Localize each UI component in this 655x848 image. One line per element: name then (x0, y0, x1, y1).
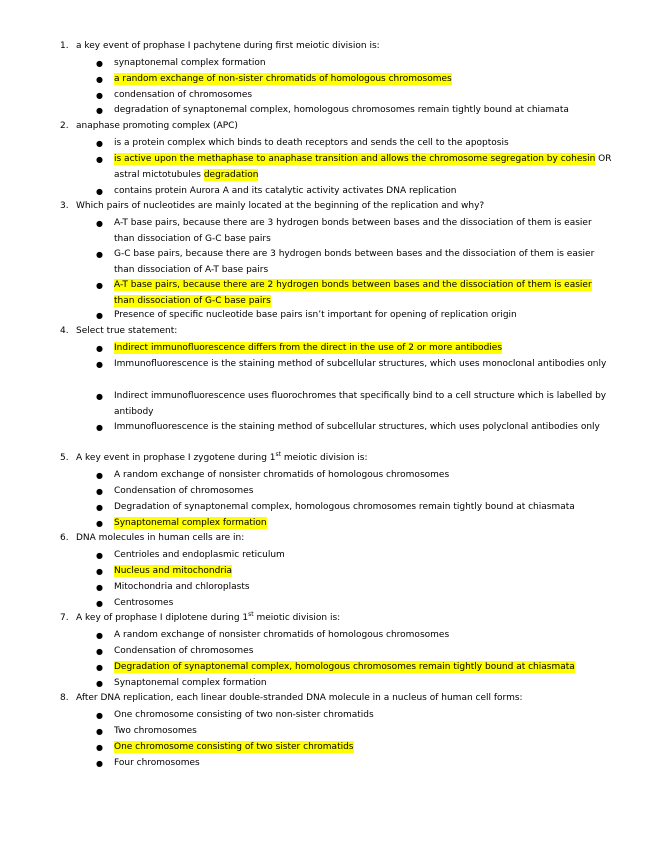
answer-text-content: Condensation of chromosomes (114, 646, 254, 656)
bullet-icon: ● (96, 743, 103, 752)
highlighted-answer: A-T base pairs, because there are 2 hydrogen bonds between bases and the dissociation of them is easier than dissociation of G-C base pairs (114, 280, 592, 306)
answer-option (96, 548, 616, 564)
bullet-icon: ● (96, 91, 103, 100)
question-text-part: meiotic division is: (253, 613, 341, 623)
answer-option (96, 484, 616, 500)
question-number: 7. (60, 613, 69, 623)
bullet-icon: ● (96, 187, 103, 196)
answer-option (96, 247, 616, 278)
answer-text-content: Synaptonemal complex formation (114, 678, 267, 688)
bullet-icon: ● (96, 599, 103, 608)
answer-text (114, 420, 614, 436)
answer-option (96, 184, 616, 200)
bullet-icon: ● (96, 631, 103, 640)
answer-text-content: OR astral mictotubules (114, 154, 612, 180)
question-text: anaphase promoting complex (APC) (76, 121, 238, 131)
answer-text (114, 500, 614, 516)
answer-text (114, 596, 614, 612)
question-number: 2. (60, 121, 69, 131)
answer-option (96, 308, 616, 324)
answer-option (96, 676, 616, 692)
answer-text (114, 628, 614, 644)
bullet-icon: ● (96, 519, 103, 528)
question-number: 4. (60, 326, 69, 336)
answer-text (114, 389, 614, 420)
answer-option (96, 516, 616, 532)
answer-text (114, 660, 614, 676)
bullet-icon: ● (96, 139, 103, 148)
answer-text-content: Presence of specific nucleotide base pairs isn’t important for opening of replication origin (114, 310, 517, 320)
answer-option (96, 580, 616, 596)
answer-text-content: Four chromosomes (114, 758, 200, 768)
answer-text-content: Condensation of chromosomes (114, 486, 254, 496)
answer-option (96, 103, 616, 119)
answer-text-content: A-T base pairs, because there are 3 hydrogen bonds between bases and the dissociation of them is easier than dissociation of G-C base pairs (114, 218, 592, 244)
bullet-icon: ● (96, 503, 103, 512)
answer-text (114, 580, 614, 596)
ordinal-suffix: st (275, 451, 281, 458)
answer-text-content: Indirect immunofluorescence uses fluorochromes that specifically bind to a cell structure which is labelled by antibody (114, 391, 607, 417)
answer-text (114, 341, 614, 357)
bullet-icon: ● (96, 663, 103, 672)
bullet-icon: ● (96, 567, 103, 576)
bullet-icon: ● (96, 471, 103, 480)
answer-text-content: degradation of synaptonemal complex, homologous chromosomes remain tightly bound at chiamata (114, 105, 569, 115)
question-text-part: meiotic division is: (281, 453, 368, 463)
answer-option (96, 420, 616, 436)
answer-option (96, 660, 616, 676)
answer-text (114, 247, 614, 278)
highlighted-answer: Indirect immunofluorescence differs from the direct in the use of 2 or more antibodies (114, 343, 503, 353)
answer-text (114, 308, 614, 324)
answer-option (96, 708, 616, 724)
answer-text (114, 136, 614, 152)
highlighted-answer: Nucleus and mitochondria (114, 566, 233, 576)
bullet-icon: ● (96, 219, 103, 228)
answer-option (96, 216, 616, 247)
answer-text-content: A random exchange of nonsister chromatids of homologous chromosomes (114, 630, 450, 640)
answer-text (114, 88, 614, 104)
question-number: 8. (60, 693, 69, 703)
answer-option (96, 468, 616, 484)
bullet-icon: ● (96, 75, 103, 84)
question-text: After DNA replication, each linear double-stranded DNA molecule in a nucleus of human cell forms: (76, 693, 523, 703)
answer-option (96, 357, 616, 373)
question-text: Select true statement: (76, 326, 178, 336)
answer-option (96, 56, 616, 72)
bullet-icon: ● (96, 59, 103, 68)
highlighted-answer: is active upon the methaphase to anaphase transition and allows the chromosome segregation by cohesin (114, 154, 596, 164)
answer-text-content: Centrioles and endoplasmic reticulum (114, 550, 285, 560)
answer-option (96, 596, 616, 612)
bullet-icon: ● (96, 360, 103, 369)
answer-text-content: Mitochondria and chloroplasts (114, 582, 250, 592)
answer-option (96, 564, 616, 580)
bullet-icon: ● (96, 250, 103, 259)
answer-option (96, 88, 616, 104)
answer-option (96, 724, 616, 740)
answer-text-content: is a protein complex which binds to death receptors and sends the cell to the apoptosis (114, 138, 509, 148)
question-text-part: A key of prophase I diplotene during 1 (76, 613, 249, 623)
answer-text (114, 56, 614, 72)
answer-option (96, 628, 616, 644)
answer-text (114, 644, 614, 660)
answer-text (114, 564, 614, 580)
bullet-icon: ● (96, 155, 103, 164)
bullet-icon: ● (96, 551, 103, 560)
question-text: a key event of prophase I pachytene during first meiotic division is: (76, 41, 380, 51)
answer-option (96, 644, 616, 660)
answer-text (114, 216, 614, 247)
bullet-icon: ● (96, 106, 103, 115)
answer-option (96, 740, 616, 756)
answer-text-content: condensation of chromosomes (114, 90, 253, 100)
answer-text-content: synaptonemal complex formation (114, 58, 266, 68)
question-text-part: A key event in prophase I zygotene during 1 (76, 453, 276, 463)
answer-option (96, 500, 616, 516)
bullet-icon: ● (96, 711, 103, 720)
answer-text-content: contains protein Aurora A and its catalytic activity activates DNA replication (114, 186, 457, 196)
answer-text (114, 278, 614, 309)
answer-text (114, 184, 614, 200)
bullet-icon: ● (96, 392, 103, 401)
highlighted-answer: Synaptonemal complex formation (114, 518, 267, 528)
answer-text (114, 72, 614, 88)
bullet-icon: ● (96, 759, 103, 768)
answer-text (114, 468, 614, 484)
question-number: 1. (60, 41, 69, 51)
question-number: 3. (60, 201, 69, 211)
question-number: 6. (60, 533, 69, 543)
highlighted-answer: a random exchange of non-sister chromatids of homologous chromosomes (114, 74, 452, 84)
answer-text (114, 484, 614, 500)
bullet-icon: ● (96, 583, 103, 592)
bullet-icon: ● (96, 423, 103, 432)
answer-text-content: Degradation of synaptonemal complex, homologous chromosomes remain tightly bound at chiasmata (114, 502, 575, 512)
bullet-icon: ● (96, 727, 103, 736)
bullet-icon: ● (96, 344, 103, 353)
answer-text (114, 724, 614, 740)
answer-option (96, 756, 616, 772)
bullet-icon: ● (96, 281, 103, 290)
question-text: Which pairs of nucleotides are mainly located at the beginning of the replication and why? (76, 201, 485, 211)
question-text (76, 452, 368, 465)
answer-option (96, 152, 616, 183)
answer-text (114, 676, 614, 692)
answer-text (114, 516, 614, 532)
answer-option (96, 341, 616, 357)
answer-text (114, 103, 614, 119)
answer-text (114, 548, 614, 564)
answer-option (96, 278, 616, 309)
answer-text (114, 708, 614, 724)
highlighted-answer: degradation (203, 169, 259, 180)
highlighted-answer: One chromosome consisting of two sister chromatids (114, 742, 354, 752)
question-number: 5. (60, 453, 69, 463)
answer-text (114, 152, 614, 183)
answer-text-content: Two chromosomes (114, 726, 197, 736)
bullet-icon: ● (96, 647, 103, 656)
answer-text-content: Immunofluorescence is the staining method of subcellular structures, which uses polyclonal antibodies only (114, 422, 600, 432)
ordinal-suffix: st (248, 611, 254, 618)
answer-text (114, 756, 614, 772)
question-text: DNA molecules in human cells are in: (76, 533, 245, 543)
answer-text (114, 357, 614, 373)
bullet-icon: ● (96, 679, 103, 688)
answer-text-content: A random exchange of nonsister chromatids of homologous chromosomes (114, 470, 450, 480)
question-text (76, 612, 340, 625)
answer-text-content: One chromosome consisting of two non-sister chromatids (114, 710, 374, 720)
answer-text-content: G-C base pairs, because there are 3 hydrogen bonds between bases and the dissociation of them is easier than dissociation of A-T base pairs (114, 249, 595, 275)
bullet-icon: ● (96, 487, 103, 496)
highlighted-answer: Degradation of synaptonemal complex, homologous chromosomes remain tightly bound at chiasmata (114, 662, 575, 672)
answer-text-content: Immunofluorescence is the staining method of subcellular structures, which uses monoclonal antibodies only (114, 359, 607, 369)
answer-text-content: Centrosomes (114, 598, 174, 608)
answer-option (96, 136, 616, 152)
answer-text (114, 740, 614, 756)
answer-option (96, 72, 616, 88)
bullet-icon: ● (96, 311, 103, 320)
answer-option (96, 389, 616, 420)
